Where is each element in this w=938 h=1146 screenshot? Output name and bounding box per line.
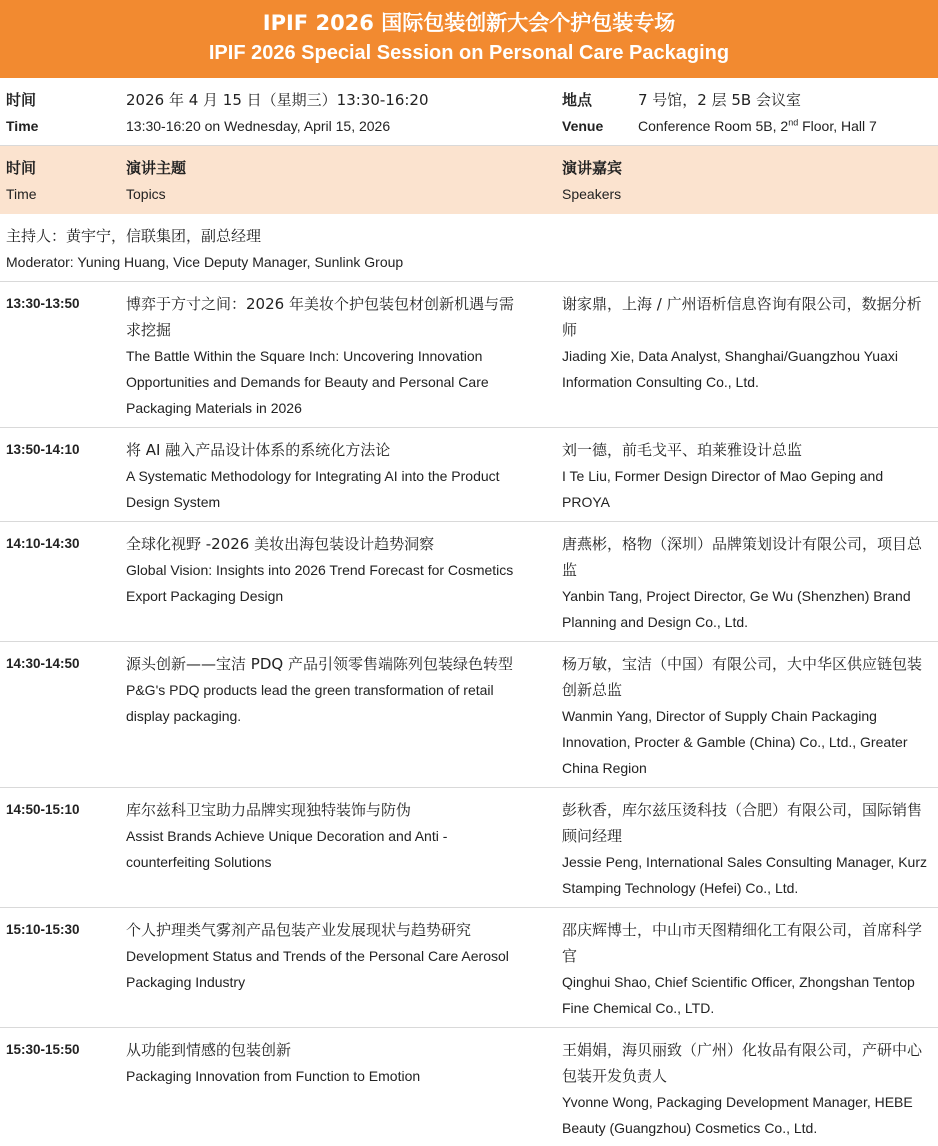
session-speaker-zh: 彭秋香，库尔兹压烫科技（合肥）有限公司，国际销售顾问经理: [562, 801, 923, 845]
moderator-zh: 主持人：黄宇宁，信联集团，副总经理: [6, 227, 262, 245]
session-speaker-en: Wanmin Yang, Director of Supply Chain Packaging Innovation, Procter & Gamble (China) Co., Ltd., Greater China Region: [562, 708, 908, 776]
session-speaker-en: Yanbin Tang, Project Director, Ge Wu (Shenzhen) Brand Planning and Design Co., Ltd.: [562, 588, 911, 630]
event-time-zh: 2026 年 4 月 15 日（星期三）13:30-16:20: [126, 91, 429, 109]
session-speaker-zh: 杨万敏，宝洁（中国）有限公司，大中华区供应链包装创新总监: [562, 655, 923, 699]
session-topic-zh: 博弈于方寸之间：2026 年美妆个护包装包材创新机遇与需求挖掘: [126, 295, 514, 339]
session-time: 15:30-15:50: [6, 1042, 80, 1057]
session-time: 14:50-15:10: [6, 802, 80, 817]
session-speaker-en: Yvonne Wong, Packaging Development Manager, HEBE Beauty (Guangzhou) Cosmetics Co., Ltd.: [562, 1094, 913, 1136]
column-header-row: [0, 146, 938, 214]
time-label-en: Time: [6, 118, 39, 134]
session-topic-zh: 库尔兹科卫宝助力品牌实现独特装饰与防伪: [126, 801, 412, 819]
title-en: IPIF 2026 Special Session on Personal Care Packaging: [208, 42, 730, 64]
col-time-en: Time: [6, 186, 37, 202]
session-speaker-zh: 王娟娟，海贝丽致（广州）化妆品有限公司，产研中心包装开发负责人: [562, 1041, 923, 1085]
info-row: [0, 78, 938, 146]
session-speaker-en: Qinghui Shao, Chief Scientific Officer, Zhongshan Tentop Fine Chemical Co., LTD.: [562, 974, 915, 1016]
venue-en: Conference Room 5B, 2nd Floor, Hall 7: [638, 117, 877, 134]
session-time: 14:10-14:30: [6, 536, 80, 551]
title-banner: [0, 0, 938, 78]
session-time: 13:30-13:50: [6, 296, 80, 311]
session-speaker-en: Jessie Peng, International Sales Consulting Manager, Kurz Stamping Technology (Hefei) Co., Ltd.: [562, 854, 927, 896]
session-topic-en: Assist Brands Achieve Unique Decoration and Anti - counterfeiting Solutions: [126, 828, 448, 870]
session-topic-en: Global Vision: Insights into 2026 Trend Forecast for Cosmetics Export Packaging Design: [126, 562, 514, 604]
session-row: [0, 642, 938, 788]
col-time-zh: 时间: [6, 159, 37, 177]
session-row: [0, 788, 938, 908]
session-row: [0, 428, 938, 522]
session-time: 14:30-14:50: [6, 656, 80, 671]
session-topic-en: The Battle Within the Square Inch: Uncovering Innovation Opportunities and Demands for Beauty and Personal Care Packaging Materials in 2026: [126, 348, 489, 416]
session-topic-zh: 将 AI 融入产品设计体系的系统化方法论: [126, 441, 391, 459]
col-topics-zh: 演讲主题: [126, 159, 187, 177]
session-topic-zh: 源头创新——宝洁 PDQ 产品引领零售端陈列包装绿色转型: [126, 655, 513, 673]
col-speakers-zh: 演讲嘉宾: [562, 159, 623, 177]
session-row: [0, 522, 938, 642]
session-time: 15:10-15:30: [6, 922, 80, 937]
session-row: [0, 1028, 938, 1146]
session-speaker-en: Jiading Xie, Data Analyst, Shanghai/Guangzhou Yuaxi Information Consulting Co., Ltd.: [562, 348, 898, 390]
event-time-en: 13:30-16:20 on Wednesday, April 15, 2026: [126, 118, 391, 134]
session-row: [0, 908, 938, 1028]
session-topic-en: Packaging Innovation from Function to Emotion: [126, 1068, 421, 1084]
col-speakers-en: Speakers: [562, 186, 622, 202]
venue-zh: 7 号馆，2 层 5B 会议室: [638, 91, 801, 109]
time-label-zh: 时间: [6, 91, 37, 109]
session-row: [0, 282, 938, 428]
session-topic-zh: 全球化视野 -2026 美妆出海包装设计趋势洞察: [126, 535, 435, 553]
session-topic-en: Development Status and Trends of the Personal Care Aerosol Packaging Industry: [126, 948, 509, 990]
venue-label-en: Venue: [562, 118, 604, 134]
venue-label-zh: 地点: [562, 91, 593, 109]
title-zh: IPIF 2026 国际包装创新大会个护包装专场: [262, 11, 676, 35]
session-speaker-zh: 谢家鼎，上海 / 广州语析信息咨询有限公司，数据分析师: [562, 295, 922, 339]
session-speaker-zh: 邵庆辉博士，中山市天图精细化工有限公司，首席科学官: [562, 921, 923, 965]
session-speaker-en: I Te Liu, Former Design Director of Mao Geping and PROYA: [562, 468, 884, 510]
session-topic-en: P&G's PDQ products lead the green transformation of retail display packaging.: [126, 682, 494, 724]
session-speaker-zh: 唐燕彬，格物（深圳）品牌策划设计有限公司，项目总监: [562, 535, 923, 579]
moderator-en: Moderator: Yuning Huang, Vice Deputy Manager, Sunlink Group: [6, 254, 404, 270]
session-topic-zh: 从功能到情感的包装创新: [126, 1041, 292, 1059]
session-speaker-zh: 刘一德，前毛戈平、珀莱雅设计总监: [562, 441, 803, 459]
moderator-row: [0, 214, 938, 282]
col-topics-en: Topics: [126, 186, 166, 202]
session-time: 13:50-14:10: [6, 442, 80, 457]
session-topic-en: A Systematic Methodology for Integrating AI into the Product Design System: [126, 468, 500, 510]
session-topic-zh: 个人护理类气雾剂产品包装产业发展现状与趋势研究: [126, 921, 472, 939]
